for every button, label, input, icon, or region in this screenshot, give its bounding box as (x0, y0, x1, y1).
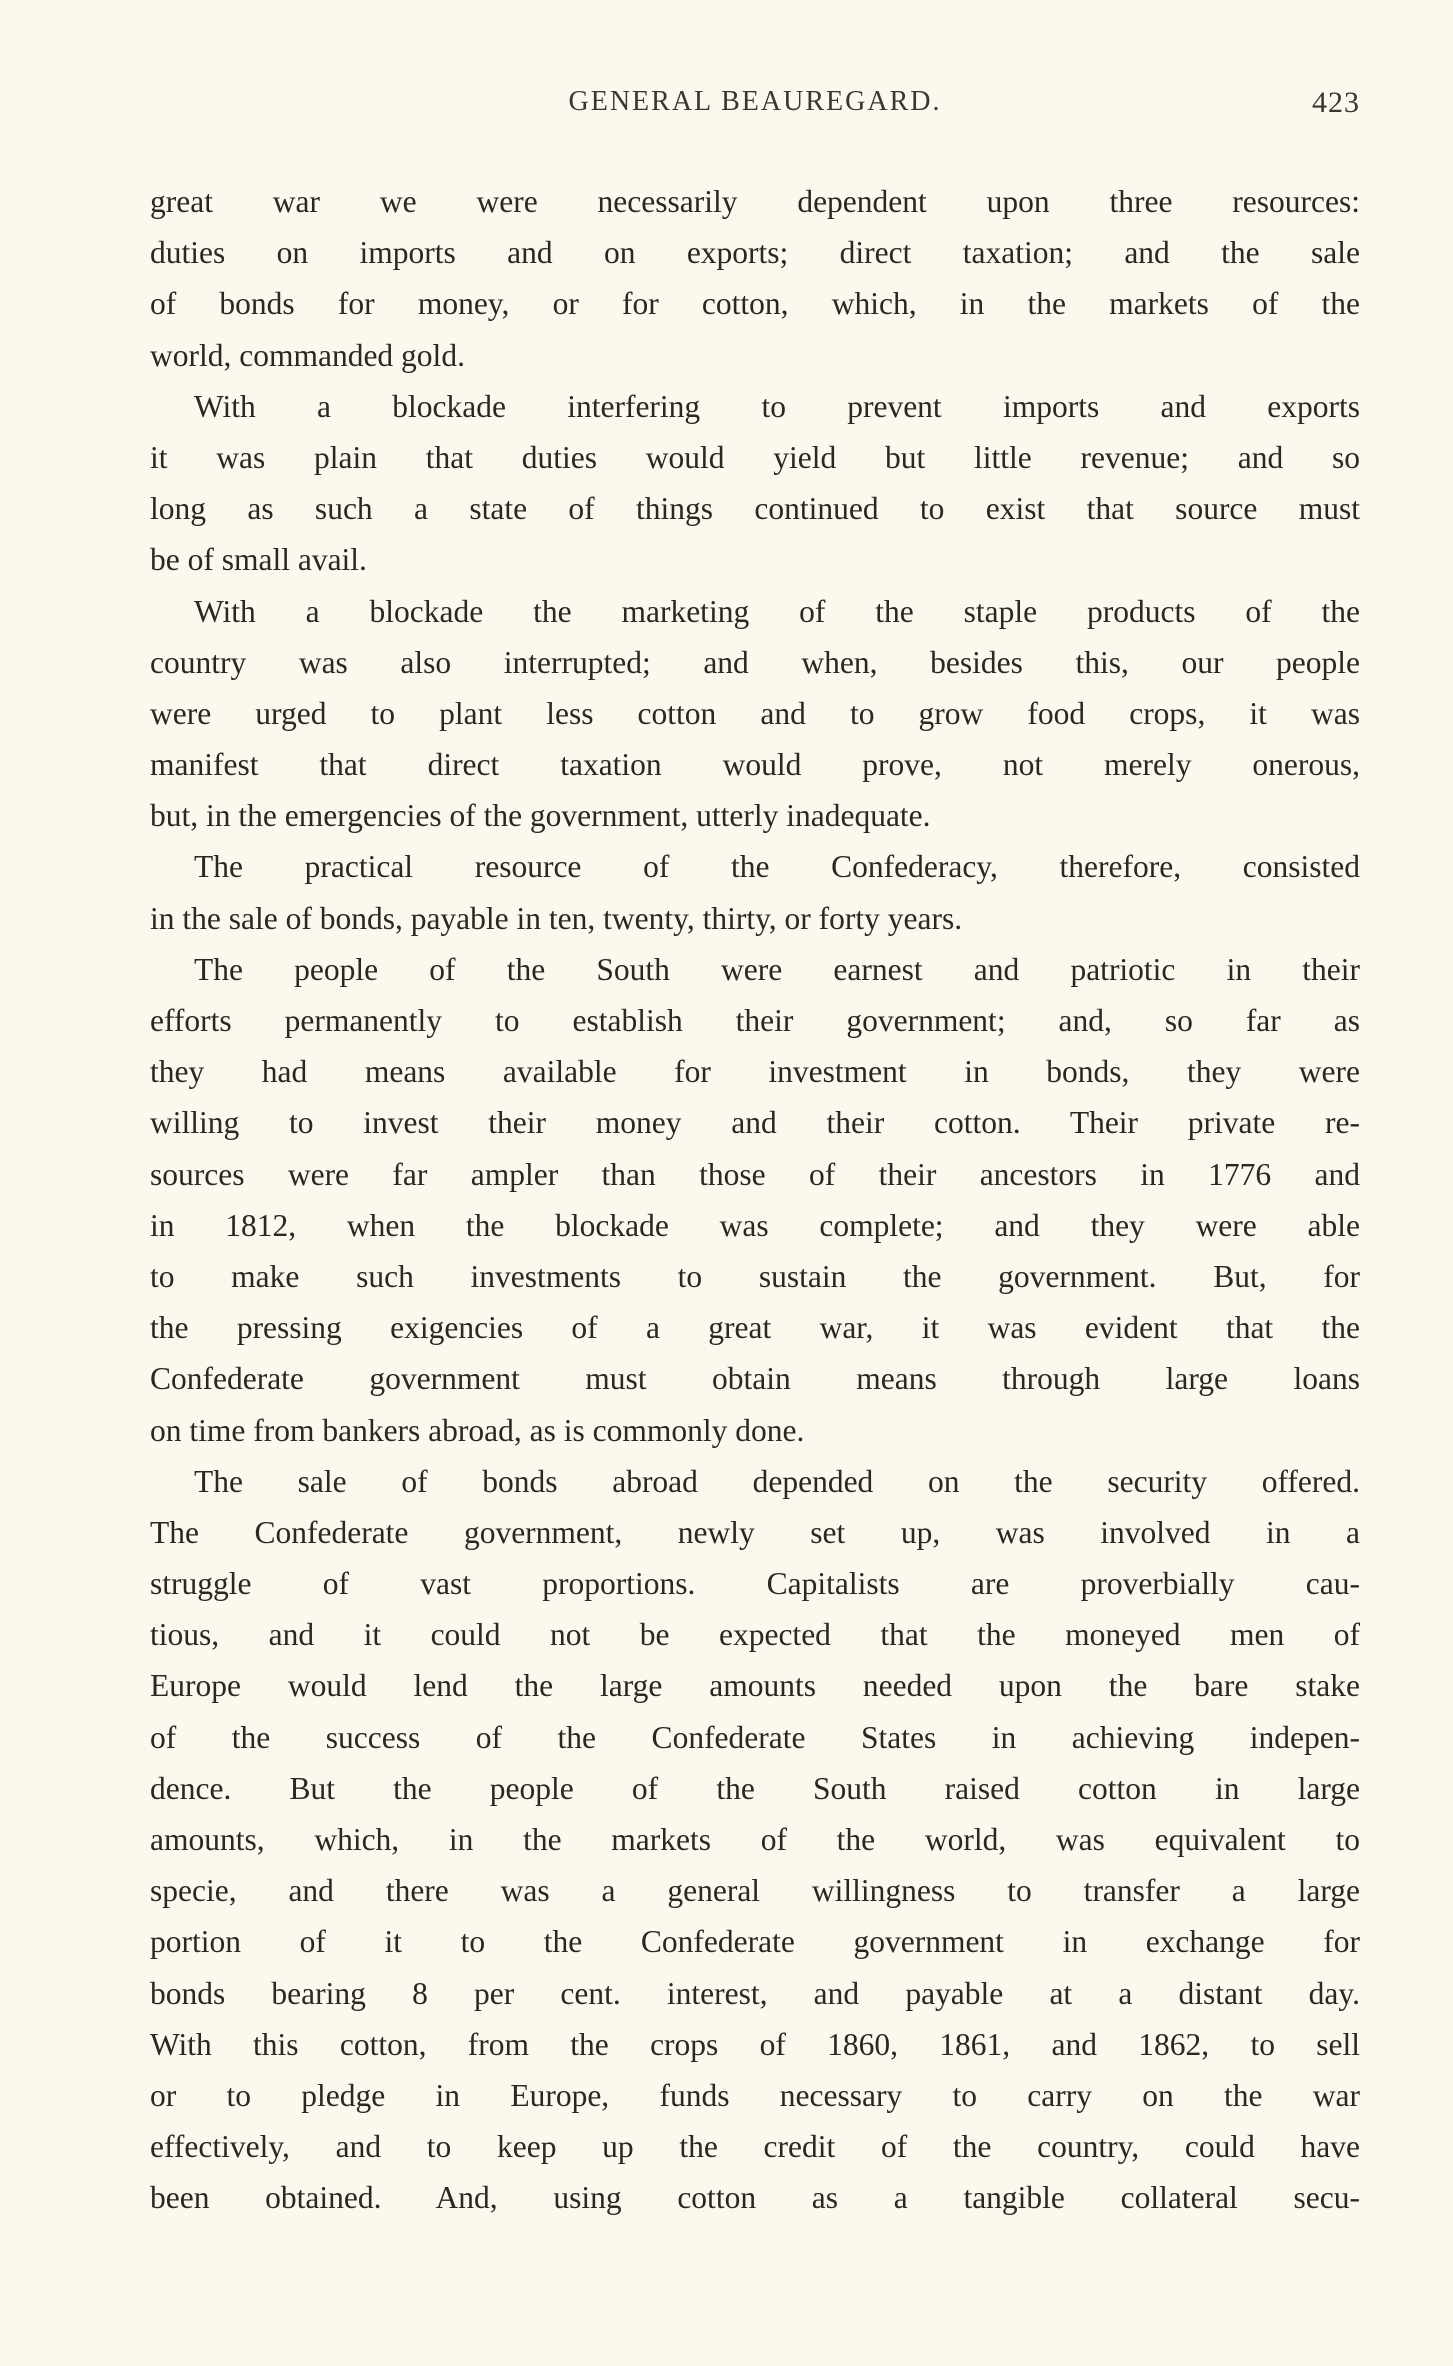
text-line: efforts permanently to establish their government; and, so far as (150, 1003, 1360, 1038)
text-line: The people of the South were earnest and patriotic in their (194, 951, 1360, 987)
text-line: were urged to plant less cotton and to grow food crops, it was (150, 695, 1360, 731)
text-line: but, in the emergencies of the government, utterly inadequate. (150, 798, 931, 834)
text-line: been obtained. And, using cotton as a tangible collateral secu- (150, 2180, 1360, 2216)
text-line: The Confederate government, newly set up, was involved in a (150, 1514, 1360, 1550)
text-line: in 1812, when the blockade was complete; and they were able (150, 1207, 1360, 1243)
running-title: GENERAL BEAUREGARD. (568, 86, 942, 117)
text-line: dence. But the people of the South raised cotton in large (150, 1770, 1360, 1806)
text-line: long as such a state of things continued to exist that source must (150, 491, 1360, 527)
text-line: With this cotton, from the crops of 1860, 1861, and 1862, to sell (150, 2026, 1360, 2062)
text-line: struggle of vast proportions. Capitalists are proverbially cau- (150, 1566, 1360, 1602)
text-line: country was also interrupted; and when, besides this, our people (150, 644, 1360, 680)
text-line: world, commanded gold. (150, 337, 465, 373)
text-line: With a blockade the marketing of the staple products of the (194, 593, 1360, 629)
text-line: in the sale of bonds, payable in ten, twenty, thirty, or forty years. (150, 900, 963, 936)
running-head (150, 86, 1360, 126)
text-line: The practical resource of the Confederacy, therefore, consisted (194, 849, 1360, 885)
text-line: duties on imports and on exports; direct taxation; and the sale (150, 235, 1360, 271)
text-line: the pressing exigencies of a great war, it was evident that the (150, 1310, 1360, 1346)
text-line: effectively, and to keep up the credit of the country, could have (150, 2129, 1360, 2165)
text-line: they had means available for investment in bonds, they were (150, 1054, 1360, 1090)
text-line: or to pledge in Europe, funds necessary to carry on the war (150, 2077, 1360, 2113)
text-line: amounts, which, in the markets of the world, was equivalent to (150, 1822, 1360, 1857)
text-line: portion of it to the Confederate government in exchange for (150, 1924, 1360, 1960)
body-text (150, 176, 1360, 2224)
text-line: sources were far ampler than those of their ancestors in 1776 and (150, 1156, 1360, 1192)
text-line: With a blockade interfering to prevent imports and exports (194, 388, 1360, 424)
text-line: bonds bearing 8 per cent. interest, and payable at a distant day. (150, 1975, 1360, 2011)
text-line: Europe would lend the large amounts needed upon the bare stake (150, 1668, 1360, 1704)
text-line: specie, and there was a general willingness to transfer a large (150, 1873, 1360, 1909)
page-number: 423 (1312, 86, 1360, 119)
text-line: great war we were necessarily dependent upon three resources: (150, 184, 1360, 219)
text-line: willing to invest their money and their cotton. Their private re- (150, 1105, 1360, 1141)
text-line: to make such investments to sustain the government. But, for (150, 1258, 1360, 1294)
text-line: manifest that direct taxation would prove, not merely onerous, (150, 747, 1360, 783)
text-line: on time from bankers abroad, as is commonly done. (150, 1412, 805, 1448)
text-line: it was plain that duties would yield but little revenue; and so (150, 439, 1360, 475)
text-line: of the success of the Confederate States in achieving indepen- (150, 1719, 1360, 1755)
text-line: be of small avail. (150, 542, 367, 578)
text-line: Confederate government must obtain means through large loans (150, 1361, 1360, 1397)
text-line: The sale of bonds abroad depended on the security offered. (194, 1463, 1360, 1499)
text-line: of bonds for money, or for cotton, which, in the markets of the (150, 286, 1360, 322)
text-line: tious, and it could not be expected that the moneyed men of (150, 1617, 1360, 1653)
